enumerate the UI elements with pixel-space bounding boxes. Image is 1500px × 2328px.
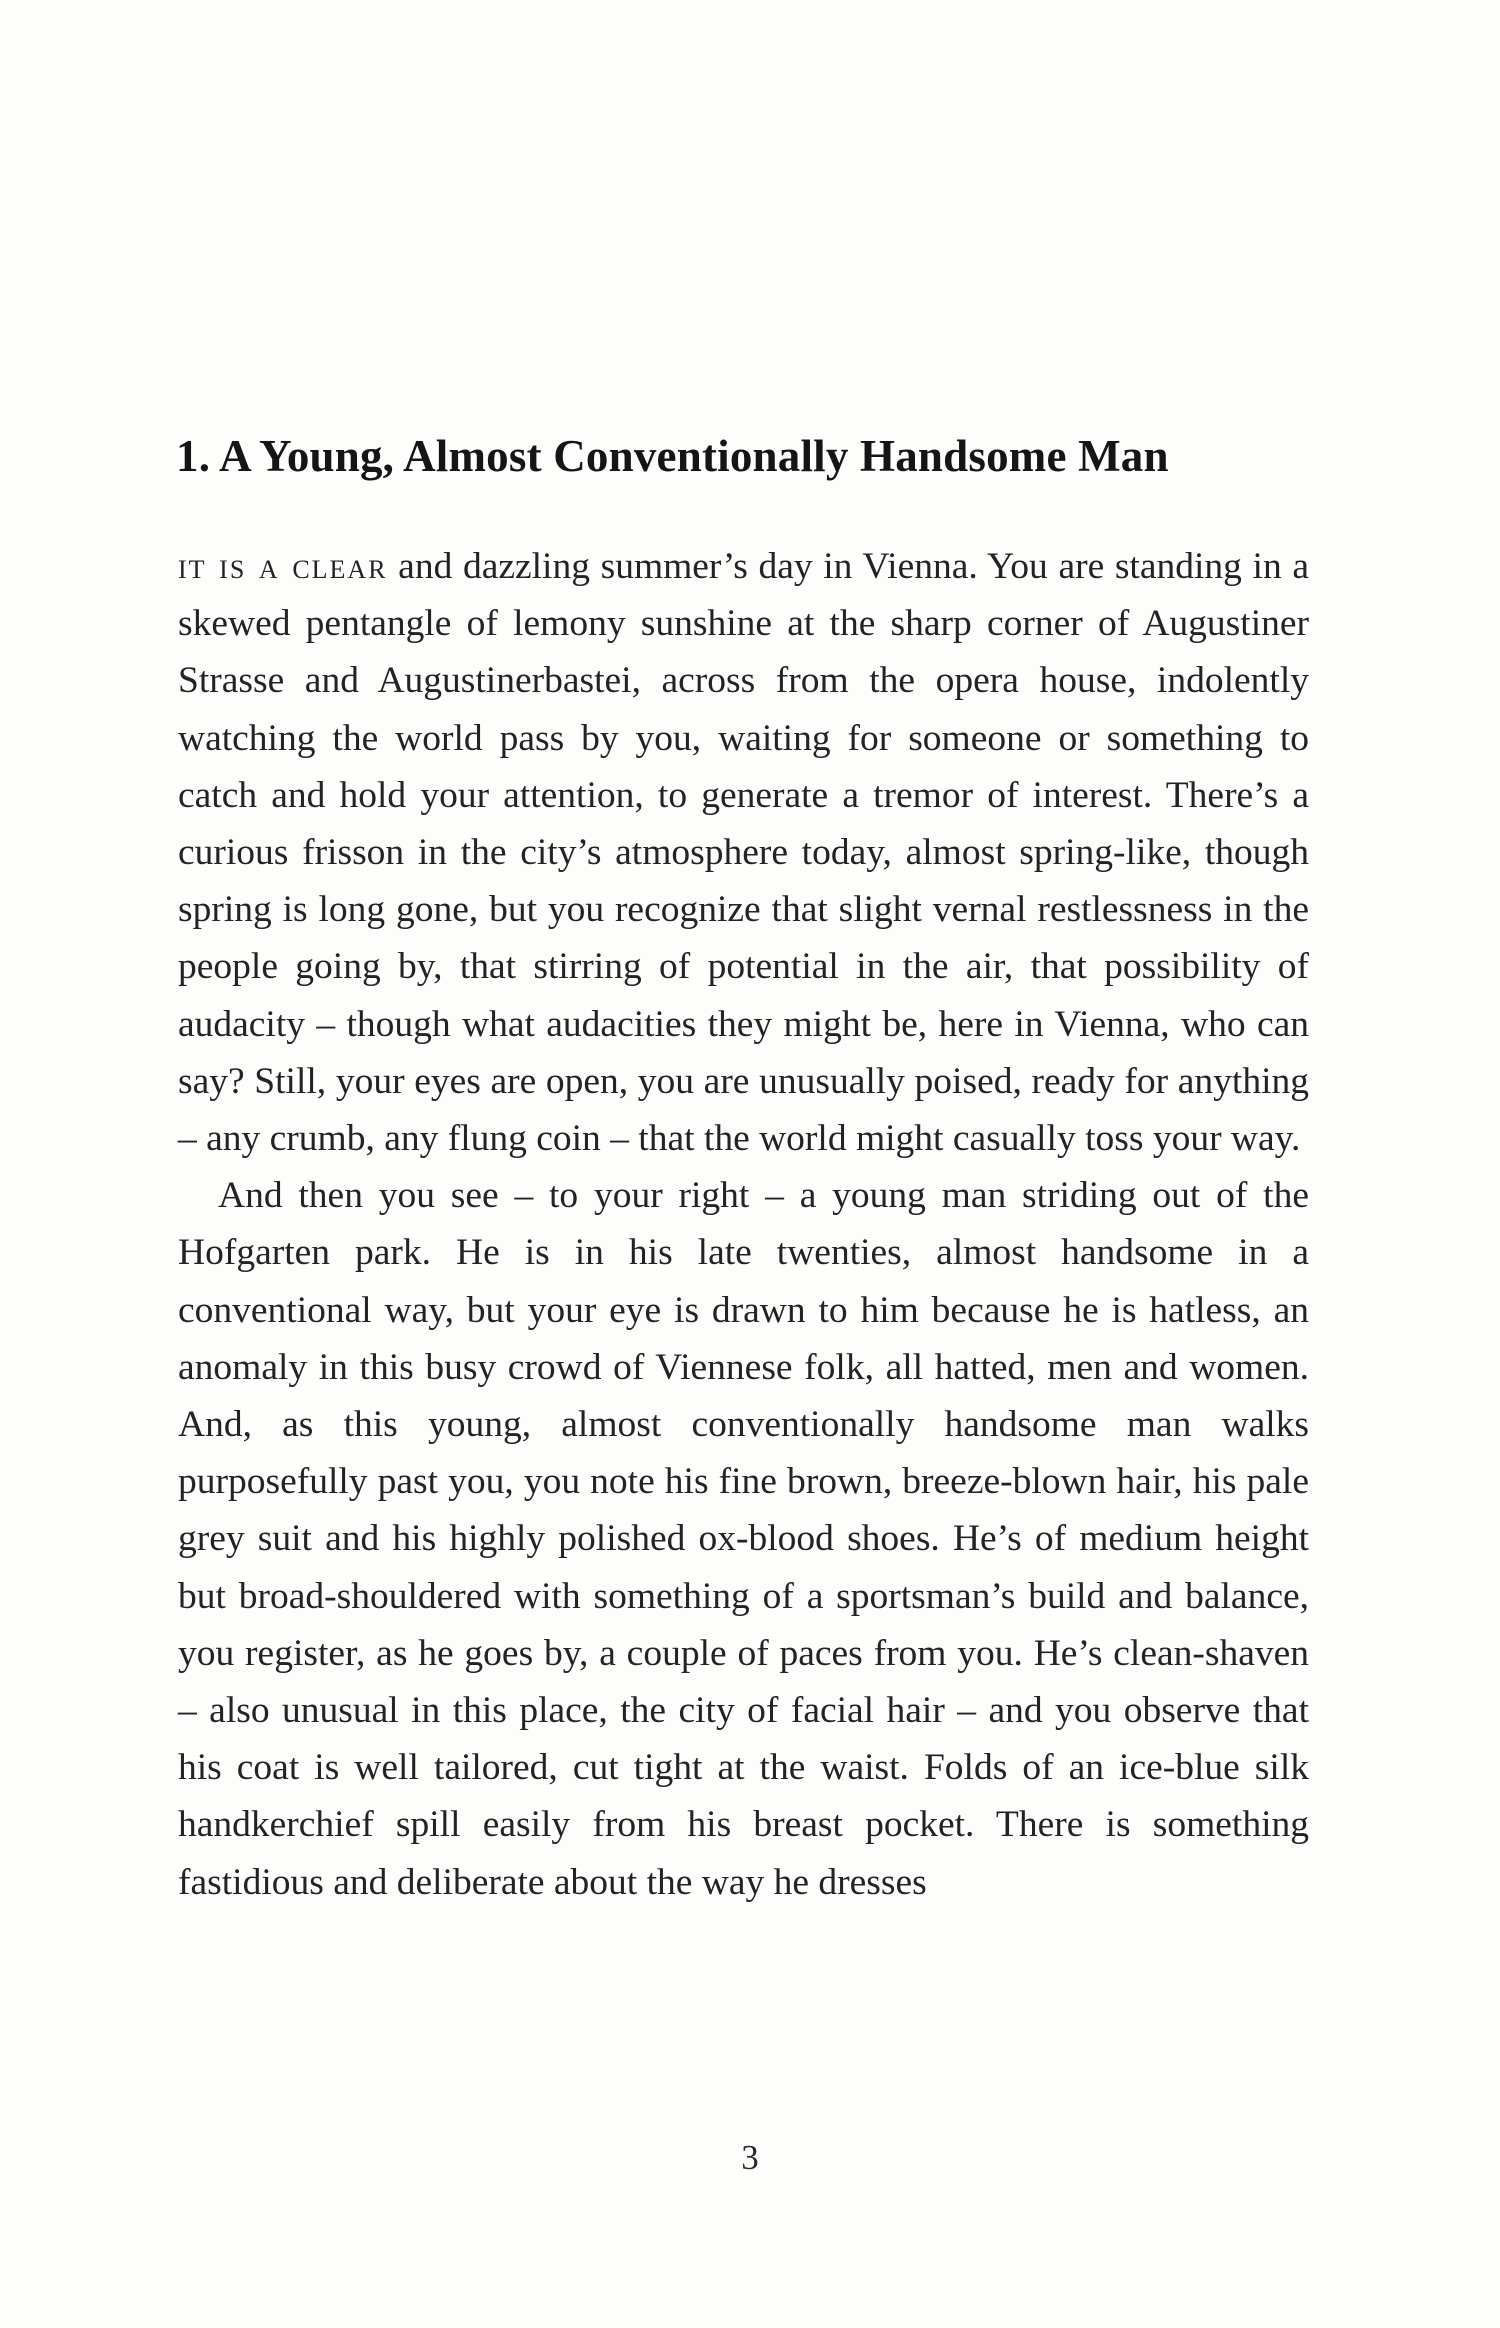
page-number: 3 — [741, 2138, 759, 2177]
opening-small-caps: it is a clear — [178, 546, 388, 587]
paragraph-2: And then you see – to your right – a young man striding out of the Hofgarten park. He is in his late twenties, almost handsome in a conventional way, but your eye is drawn to him because he is hatless, an anomaly in this busy crowd of Viennese folk, all hatted, men and women. And, as this young, almost conventionally handsome man walks purposefully past you, you note his fine brown, breeze-blown hair, his pale grey suit and his highly polished ox-blood shoes. He’s of medium height but broad-shouldered with something of a sportsman’s build and balance, you register, as he goes by, a couple of paces from you. He’s clean-shaven – also unusual in this place, the city of facial hair – and you observe that his coat is well tailored, cut tight at the waist. Folds of an ice-blue silk handkerchief spill easily from his breast pocket. There is something fastidious and deliberate about the way he dresses — [178, 1175, 1309, 1903]
paragraph-1 — [178, 538, 1309, 1167]
body-text — [178, 538, 1309, 1911]
paragraph-1-text: and dazzling summer’s day in Vienna. You are standing in a skewed pentangle of lemony sunshine at the sharp corner of Augustiner Strasse and Augustinerbastei, across from the opera house, indolently watching the world pass by you, waiting for someone or something to catch and hold your attention, to generate a tremor of interest. There’s a curious frisson in the city’s atmosphere today, almost spring-like, though spring is long gone, but you recognize that slight vernal restlessness in the people going by, that stirring of potential in the air, that possibility of audacity – though what audacities they might be, here in Vienna, who can say? Still, your eyes are open, you are unusually poised, ready for anything – any crumb, any flung coin – that the world might casually toss your way. — [178, 546, 1309, 1160]
chapter-title: 1. A Young, Almost Conventionally Handsome Man — [176, 431, 1169, 481]
